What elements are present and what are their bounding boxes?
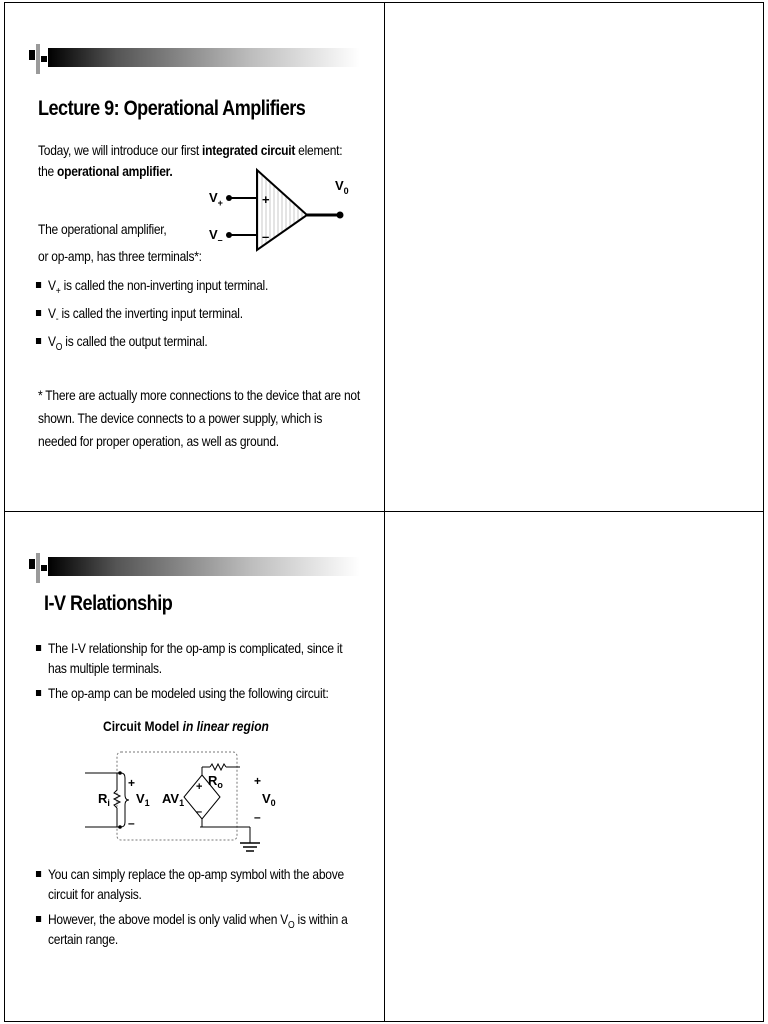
para-line-1: The operational amplifier, bbox=[38, 221, 167, 237]
bullet-valid: However, the above model is only valid when $V_O$ is within a bbox=[48, 909, 348, 936]
v1-plus: + bbox=[128, 776, 136, 790]
ri-label: $R_i$ bbox=[98, 791, 110, 808]
circuit-model-diagram bbox=[80, 745, 280, 865]
v1-label: $V_1$ bbox=[136, 791, 150, 808]
footnote-line-3: needed for proper operation, as well as ground. bbox=[38, 433, 279, 449]
slide-title: Lecture 9: Operational Amplifiers bbox=[38, 97, 306, 120]
ro-label: $R_o$ bbox=[208, 773, 223, 790]
footnote-line-2: shown. The device connects to a power supply, which is bbox=[38, 410, 323, 426]
para-line-2: or op-amp, has three terminals*: bbox=[38, 248, 202, 264]
slide-title-2: I-V Relationship bbox=[44, 592, 173, 615]
vo-minus: – bbox=[254, 810, 261, 824]
bullet-valid-cont: certain range. bbox=[48, 931, 119, 947]
slide-1 bbox=[4, 3, 384, 511]
circuit-model-caption: Circuit Model in linear region bbox=[103, 718, 269, 734]
vo-label: $V_0$ bbox=[262, 791, 276, 808]
slide-header-bar-2 bbox=[26, 550, 360, 584]
bullet-replace: You can simply replace the op-amp symbol with the above bbox=[48, 864, 344, 884]
av1-label: $AV_1$ bbox=[162, 791, 185, 808]
op-amp-symbol-diagram bbox=[200, 165, 360, 255]
bullet-vplus: $V_+$ is called the non-inverting input terminal. bbox=[48, 275, 268, 302]
footnote-line-1: * There are actually more connections to the device that are not bbox=[38, 387, 360, 403]
vplus-terminal bbox=[226, 195, 232, 201]
intro-line-2: the operational amplifier. bbox=[38, 163, 173, 179]
column-divider bbox=[384, 2, 385, 1022]
intro-line-1: Today, we will introduce our first integrated circuit element: bbox=[38, 142, 343, 158]
source-minus: – bbox=[196, 806, 203, 818]
source-plus: + bbox=[196, 781, 203, 793]
bullet-replace-cont: circuit for analysis. bbox=[48, 886, 142, 902]
bullet-iv-2: The op-amp can be modeled using the following circuit: bbox=[48, 683, 329, 703]
bullet-iv-1: The I-V relationship for the op-amp is complicated, since it bbox=[48, 638, 342, 658]
slide-header-bar bbox=[26, 41, 360, 75]
vminus-label: $V_-$ bbox=[209, 227, 223, 245]
bullet-vout: $V_O$ is called the output terminal. bbox=[48, 331, 207, 358]
vo-plus: + bbox=[254, 774, 262, 788]
minus-sign: – bbox=[262, 229, 270, 244]
plus-sign: + bbox=[262, 192, 270, 207]
vout-label: $V_0$ bbox=[335, 178, 349, 196]
ro-resistor bbox=[210, 764, 226, 770]
v1-minus: – bbox=[128, 816, 135, 830]
vplus-label: $V_+$ bbox=[209, 190, 223, 208]
vminus-terminal bbox=[226, 232, 232, 238]
output-terminal bbox=[337, 212, 344, 219]
bullet-iv-1-cont: has multiple terminals. bbox=[48, 660, 162, 676]
bullet-vminus: $V_-$ is called the inverting input terminal. bbox=[48, 303, 243, 330]
